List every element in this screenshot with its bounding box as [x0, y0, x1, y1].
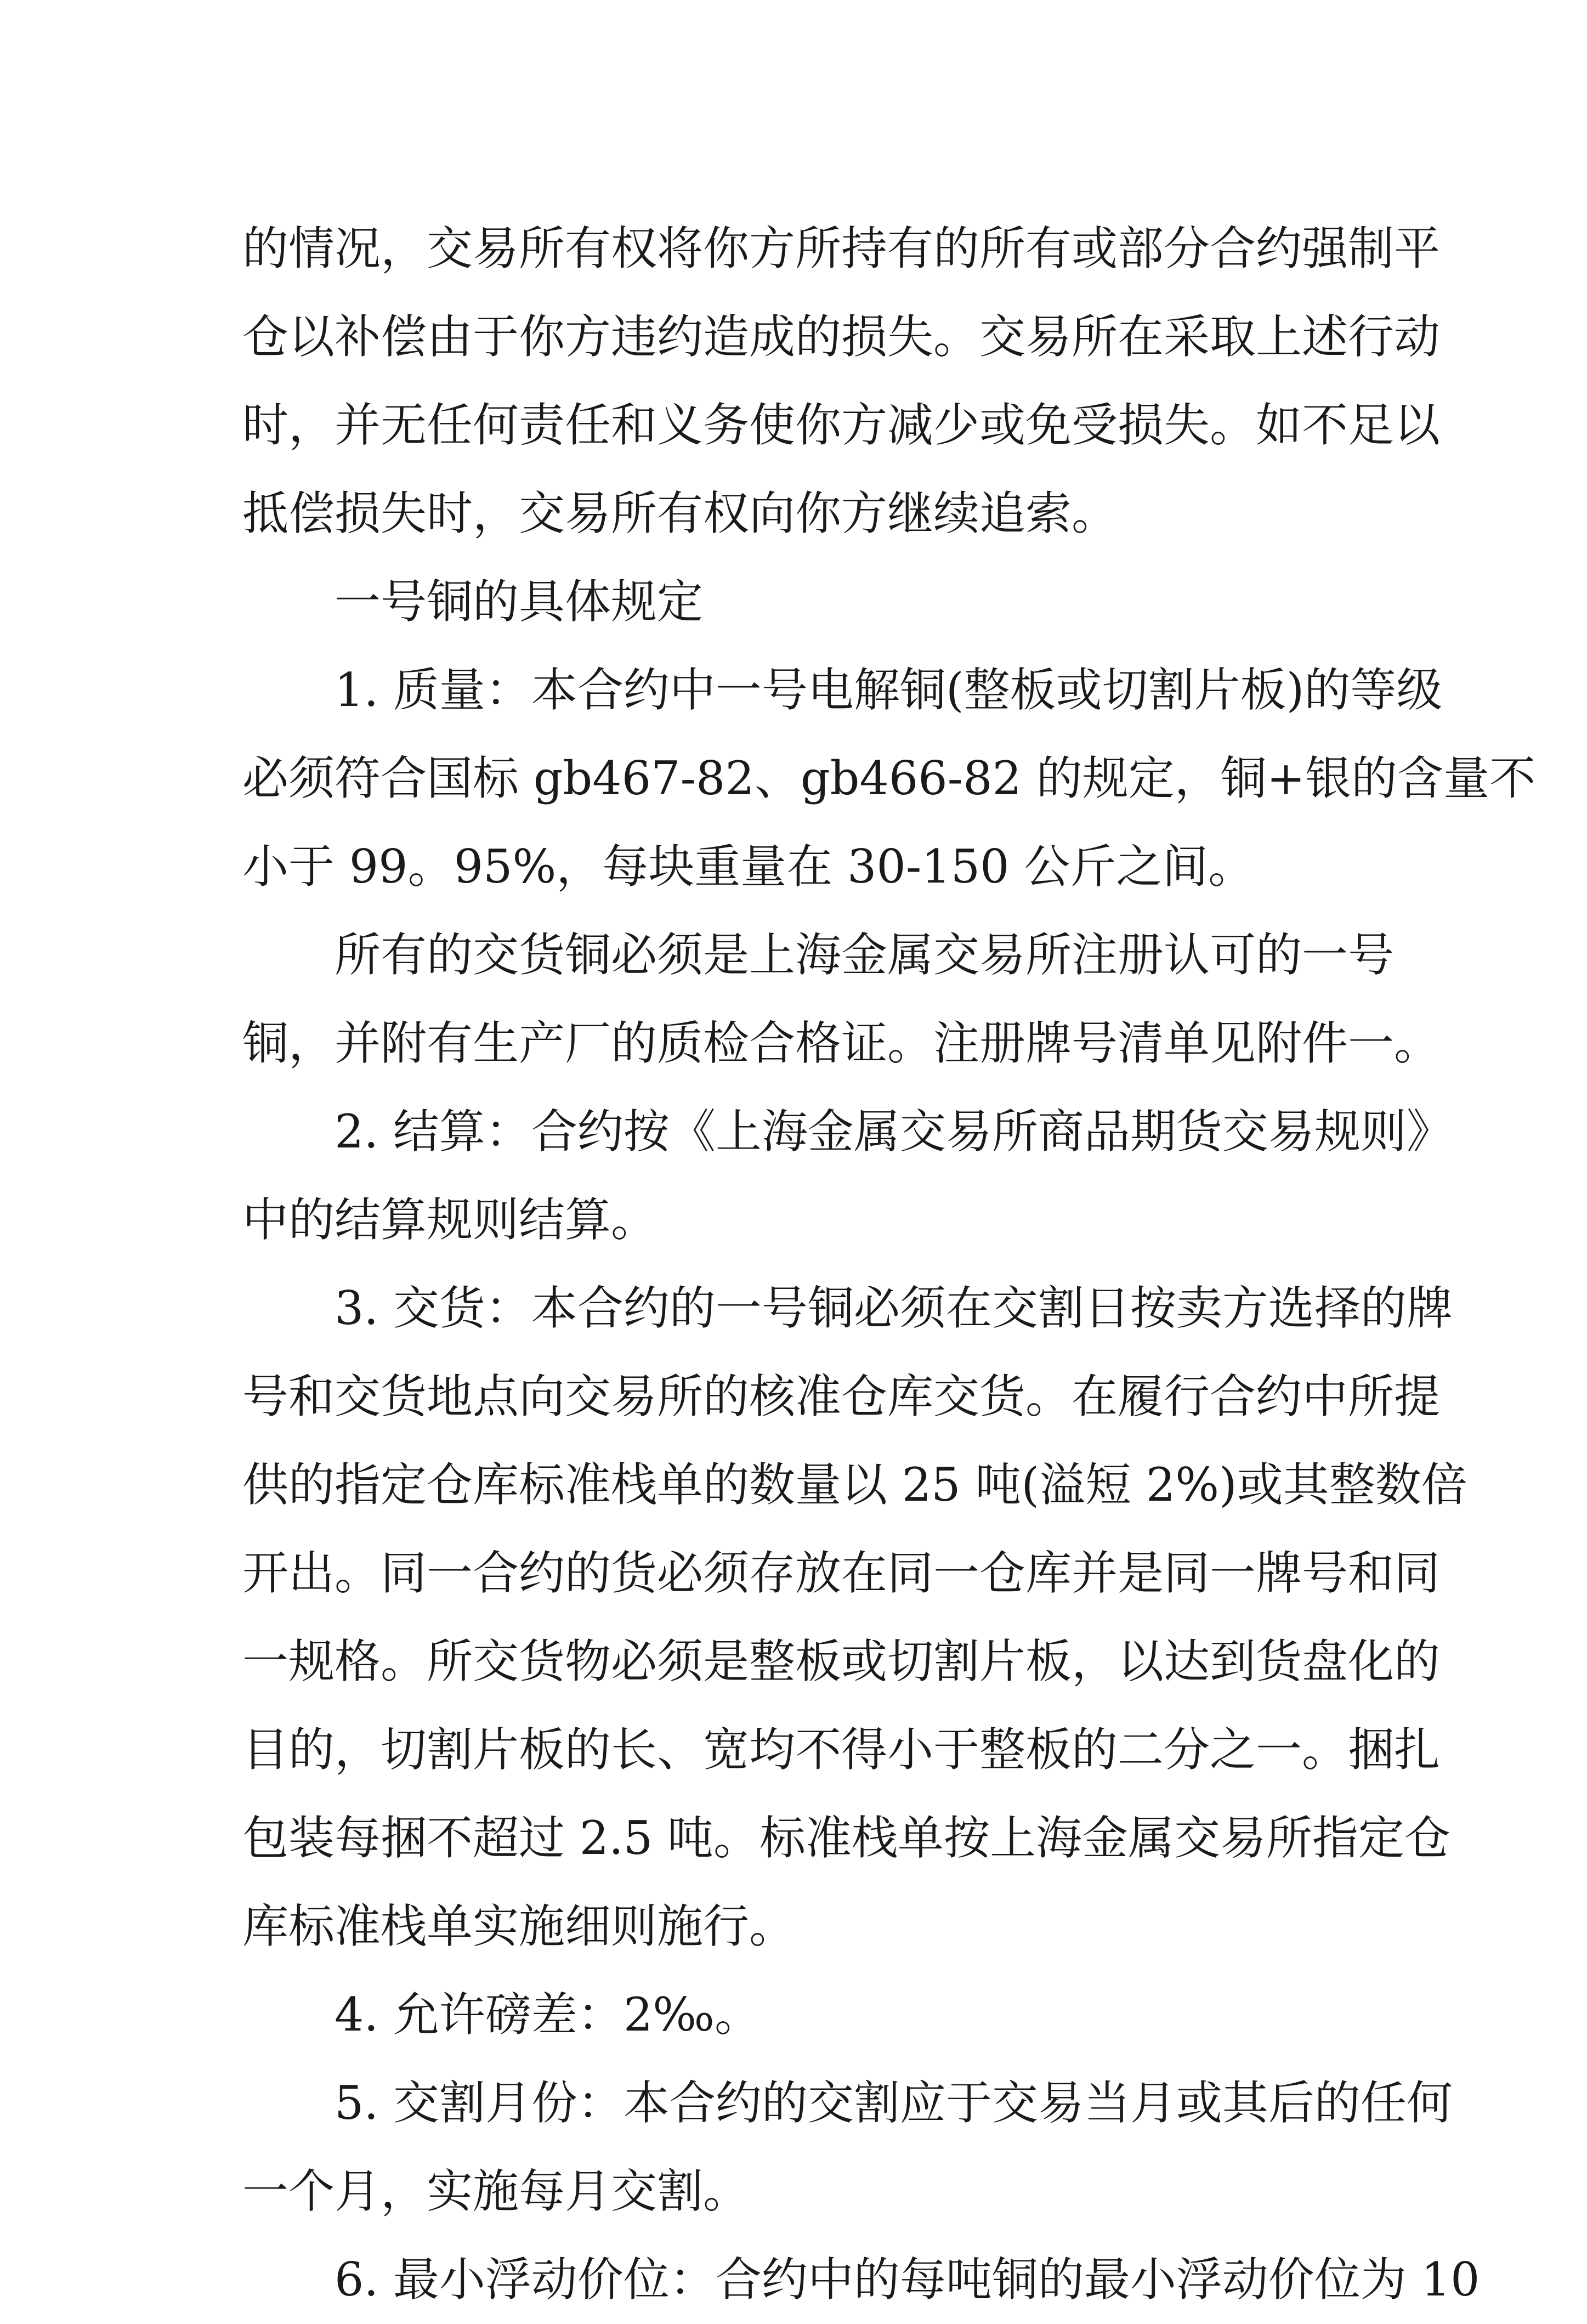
text-line: 1. 质量：本合约中一号电解铜(整板或切割片板)的等级: [335, 663, 1443, 717]
text-line: 号和交货地点向交易所的核准仓库交货。在履行合约中所提: [242, 1370, 1441, 1423]
text-line: 抵偿损失时，交易所有权向你方继续追索。: [242, 487, 1118, 540]
text-line: 目的，切割片板的长、宽均不得小于整板的二分之一。捆扎: [242, 1723, 1441, 1777]
text-line: 开出。同一合约的货必须存放在同一仓库并是同一牌号和同: [242, 1546, 1441, 1600]
section-heading: 一号铜的具体规定: [335, 575, 704, 629]
text-line: 仓以补偿由于你方违约造成的损失。交易所在采取上述行动: [242, 310, 1441, 364]
text-line: 小于 99。95%，每块重量在 30-150 公斤之间。: [242, 840, 1255, 894]
text-line: 3. 交货：本合约的一号铜必须在交割日按卖方选择的牌: [335, 1281, 1453, 1335]
text-line: 5. 交割月份：本合约的交割应于交易当月或其后的任何: [335, 2076, 1453, 2130]
text-line: 铜，并附有生产厂的质检合格证。注册牌号清单见附件一。: [242, 1016, 1441, 1070]
text-line: 中的结算规则结算。: [242, 1193, 658, 1247]
text-line: 供的指定仓库标准栈单的数量以 25 吨(溢短 2%)或其整数倍: [242, 1458, 1467, 1512]
text-line: 的情况，交易所有权将你方所持有的所有或部分合约强制平: [242, 222, 1441, 275]
text-line: 一规格。所交货物必须是整板或切割片板，以达到货盘化的: [242, 1635, 1441, 1688]
text-line: 4. 允许磅差：2‰。: [335, 1988, 761, 2042]
text-line: 6. 最小浮动价位：合约中的每吨铜的最小浮动价位为 10: [335, 2253, 1480, 2306]
text-line: 一个月，实施每月交割。: [242, 2164, 750, 2218]
text-line: 包装每捆不超过 2.5 吨。标准栈单按上海金属交易所指定仓: [242, 1811, 1450, 1865]
text-line: 库标准栈单实施细则施行。: [242, 1899, 796, 1953]
text-line: 2. 结算：合约按《上海金属交易所商品期货交易规则》: [335, 1105, 1453, 1158]
text-line: 所有的交货铜必须是上海金属交易所注册认可的一号: [335, 928, 1395, 982]
text-line: 必须符合国标 gb467-82、gb466-82 的规定，铜+银的含量不: [242, 751, 1536, 805]
document-body: [242, 205, 1536, 2324]
text-line: 时，并无任何责任和义务使你方减少或免受损失。如不足以: [242, 398, 1441, 452]
